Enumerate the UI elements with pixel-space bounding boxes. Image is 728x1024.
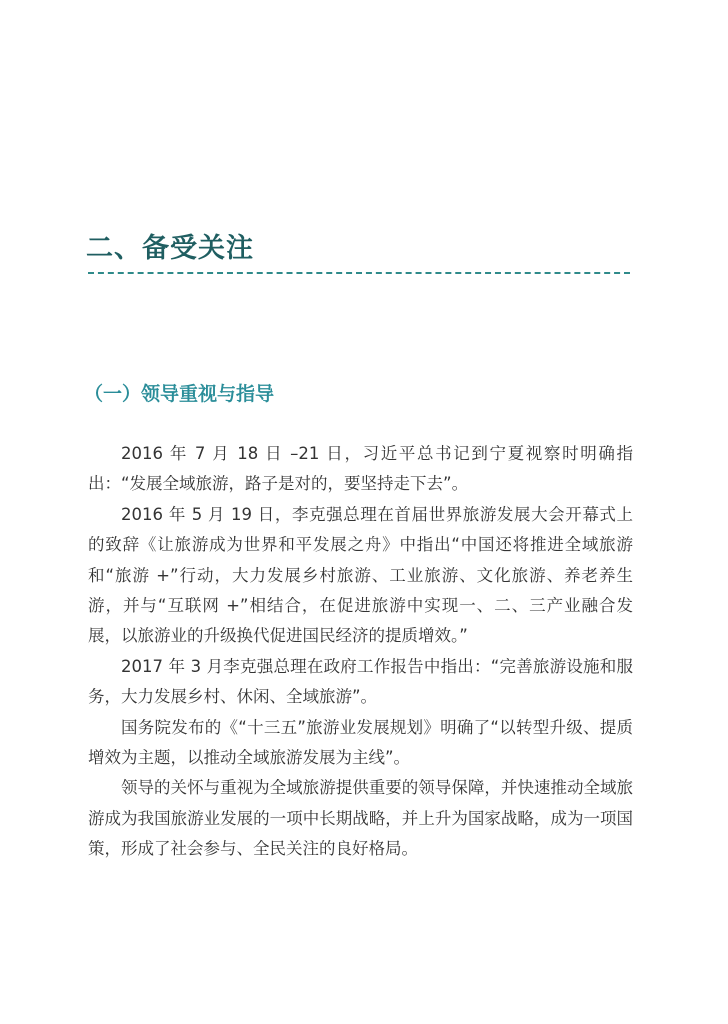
chapter-title-divider — [88, 272, 630, 274]
body-text — [88, 439, 633, 865]
paragraph-5: 领导的关怀与重视为全域旅游提供重要的领导保障，并快速推动全域旅游成为我国旅游业发展的一项中长期战略，并上升为国家战略，成为一项国策，形成了社会参与、全民关注的良好格局。 — [88, 778, 633, 859]
paragraph-2: 2016 年 5 月 19 日，李克强总理在首届世界旅游发展大会开幕式上的致辞《让旅游成为世界和平发展之舟》中指出“中国还将推进全域旅游和“旅游 +”行动，大力发展乡村旅游、工业旅游、文化旅游、养老养生游，并与“互联网 +”相结合，在促进旅游中实现一、二、三产业融合发展，以旅游业的升级换代促进国民经济的提质增效。” — [88, 504, 633, 646]
paragraph-3: 2017 年 3 月李克强总理在政府工作报告中指出：“完善旅游设施和服务，大力发展乡村、休闲、全域旅游”。 — [88, 656, 633, 707]
chapter-title: 二、备受关注 — [86, 233, 254, 264]
paragraph-1: 2016 年 7 月 18 日 –21 日，习近平总书记到宁夏视察时明确指出：“发展全域旅游，路子是对的，要坚持走下去”。 — [88, 444, 633, 494]
paragraph-4: 国务院发布的《“十三五”旅游业发展规划》明确了“以转型升级、提质增效为主题，以推动全域旅游发展为主线”。 — [88, 717, 633, 768]
section-title: （一）领导重视与指导 — [84, 383, 275, 405]
